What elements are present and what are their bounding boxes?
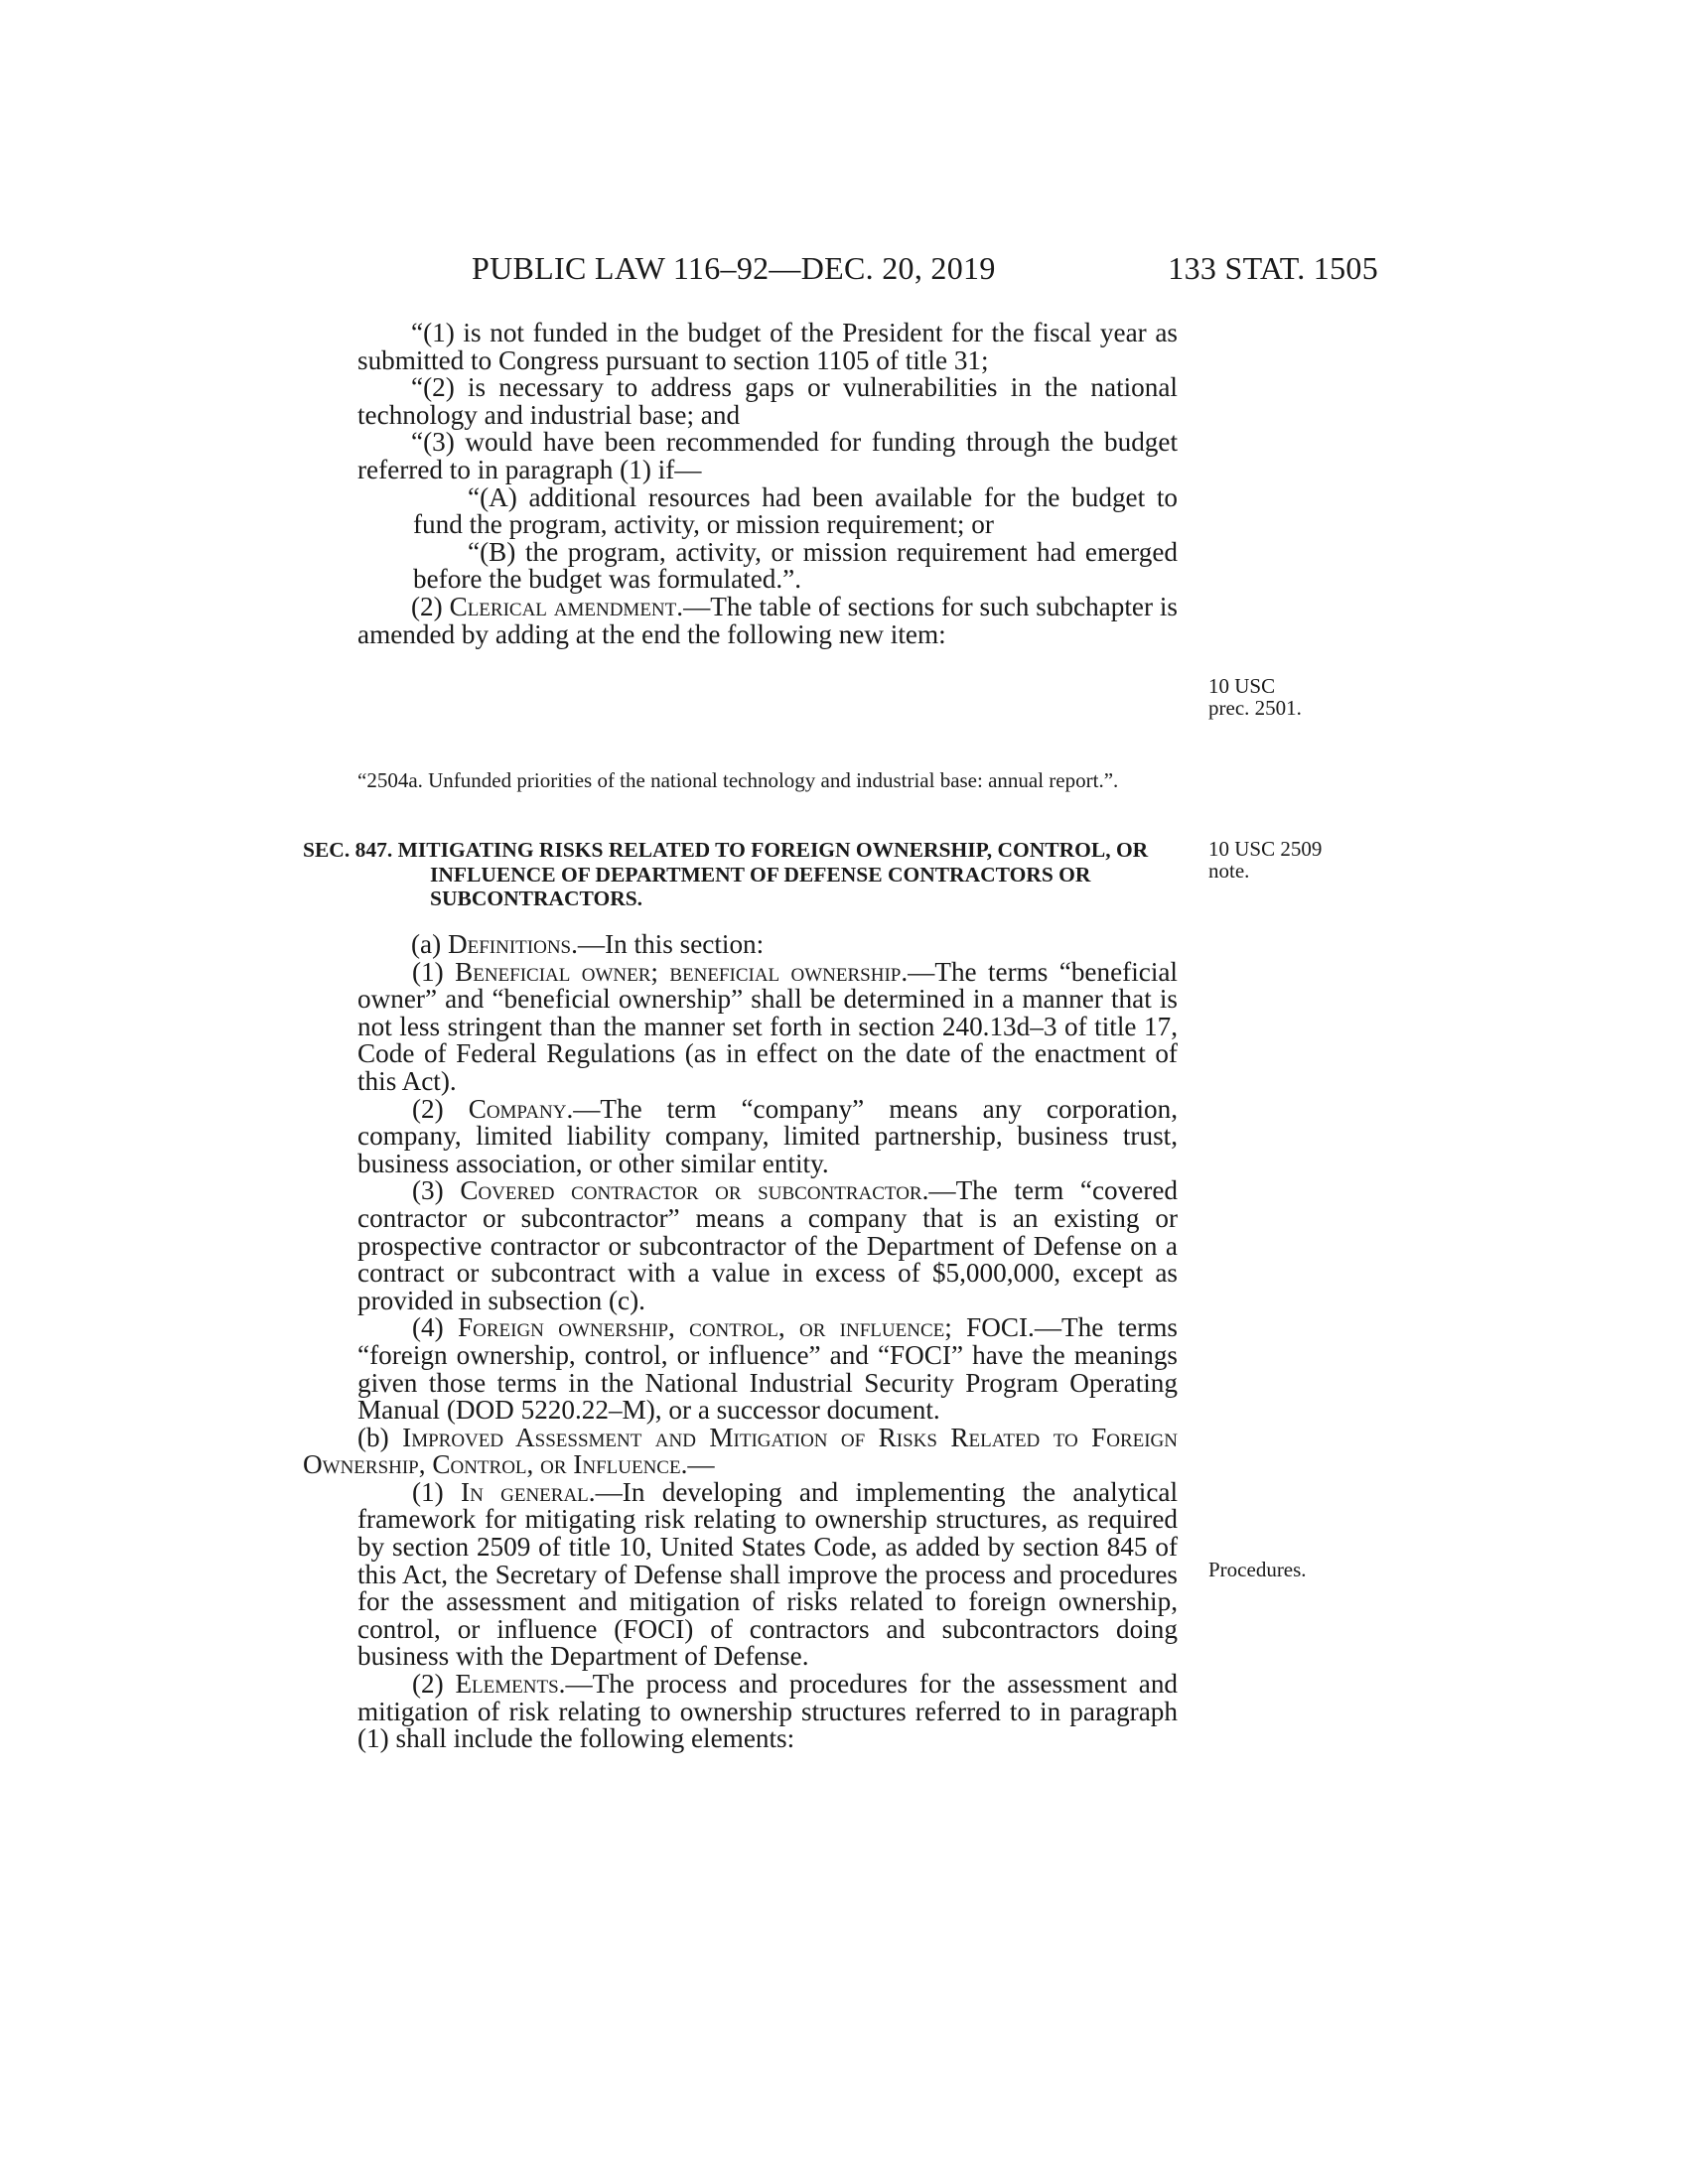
definition-number: (1) bbox=[412, 956, 444, 987]
definition-text: .—The terms “foreign ownership, control, or influence” and “FOCI” have the meanings given those terms in the National Industrial Security Program Operating Manual (DOD 5220.22–M), or a successor document. bbox=[357, 1312, 1179, 1426]
subsection-a-intro bbox=[357, 931, 1178, 959]
subsection-a-label: (a) bbox=[411, 929, 442, 959]
subsection-b-heading bbox=[303, 1422, 1179, 1480]
margin-note-line: prec. 2501. bbox=[1208, 696, 1302, 720]
paragraph-number: (1) bbox=[412, 1476, 444, 1507]
subparagraph-a: “(A) additional resources had been available for the budget to fund the program, activity, or mission requirement; or bbox=[413, 481, 1178, 540]
paragraph-3: “(3) would have been recommended for funding through the budget referred to in paragraph (1) if— bbox=[357, 427, 1178, 484]
definition-text: .—The term “company” means any corporation, company, limited liability company, limited partnership, business trust, business association, or other similar entity. bbox=[357, 1093, 1178, 1178]
running-header-left: PUBLIC LAW 116–92—DEC. 20, 2019 bbox=[472, 250, 996, 286]
margin-note-10-usc-2509 bbox=[1208, 838, 1322, 882]
definition-number: (2) bbox=[412, 1093, 444, 1124]
paragraph-heading: Elements bbox=[455, 1669, 559, 1700]
definition-4 bbox=[357, 1314, 1178, 1424]
toc-entry: “2504a. Unfunded priorities of the national technology and industrial base: annual report.”. bbox=[357, 768, 1119, 792]
continued-provisions bbox=[357, 320, 1178, 648]
definition-1 bbox=[357, 956, 1178, 1096]
clerical-amendment bbox=[357, 591, 1179, 649]
definition-heading: Covered contractor or subcontractor bbox=[460, 1175, 922, 1206]
definition-text: .—The terms “beneficial owner” and “beneficial ownership” shall be determined in a manner that is not less stringent than the manner set forth in section 240.13d–3 of title 17, Code of Federal Regulations (as in effect on the date of the enactment of this Act). bbox=[357, 956, 1178, 1096]
paragraph-1: “(1) is not funded in the budget of the President for the fiscal year as submitted to Congress pursuant to section 1105 of title 31; bbox=[357, 318, 1178, 375]
definition-number: (4) bbox=[412, 1312, 444, 1343]
margin-note-10-usc-prec bbox=[1208, 675, 1302, 719]
table-of-sections-item bbox=[357, 769, 1178, 792]
paragraph-number: (2) bbox=[412, 1669, 444, 1700]
definition-text: .—The term “covered contractor or subcontractor” means a company that is an existing or prospective contractor or subcontractor of the Department of Defense on a contract or subcontract with a value in excess of $5,000,000, except as provided in subsection (c). bbox=[357, 1175, 1178, 1315]
section-heading bbox=[303, 838, 1177, 911]
definition-heading: Foreign ownership, control, or influence; FOCI bbox=[458, 1312, 1029, 1343]
subsection-b-dash: .— bbox=[680, 1449, 715, 1480]
definition-2 bbox=[357, 1093, 1178, 1178]
margin-note-procedures: Procedures. bbox=[1208, 1558, 1307, 1581]
subparagraph-b: “(B) the program, activity, or mission requirement had emerged before the budget was formulated.”. bbox=[413, 536, 1178, 595]
section-heading-text: SEC. 847. MITIGATING RISKS RELATED TO FOREIGN OWNERSHIP, CONTROL, OR INFLUENCE OF DEPARTMENT OF DEFENSE CONTRACTORS OR SUBCONTRACTORS. bbox=[303, 838, 1149, 910]
subsection-b-label: (b) bbox=[357, 1422, 389, 1452]
paragraph-text: .—In developing and implementing the analytical framework for mitigating risk relating to ownership structures, as required by section 2509 of title 10, United States Code, as added by section 845 of this Act, the Secretary of Defense shall improve the process and procedures for the assessment and mitigation of risks related to foreign ownership, control, or influence (FOCI) of contractors and subcontractors doing business with the Department of Defense. bbox=[357, 1476, 1179, 1672]
paragraph-heading: In general bbox=[461, 1476, 589, 1507]
margin-note-line: 10 USC 2509 bbox=[1208, 837, 1323, 861]
margin-note-line: 10 USC bbox=[1208, 674, 1276, 698]
subsection-b-paragraph-2 bbox=[357, 1671, 1178, 1753]
subsection-b-title: Improved Assessment and Mitigation of Risks Related to Foreign Ownership, Control, or Influence bbox=[303, 1422, 1179, 1480]
paragraph-text: .—The process and procedures for the assessment and mitigation of risk relating to ownership structures referred to in paragraph (1) shall include the following elements: bbox=[357, 1669, 1179, 1754]
definition-heading: Company bbox=[468, 1093, 567, 1124]
definition-number: (3) bbox=[412, 1175, 444, 1206]
clerical-heading: Clerical amendment bbox=[449, 591, 677, 621]
definition-3 bbox=[357, 1177, 1178, 1314]
running-header-right: 133 STAT. 1505 bbox=[1168, 250, 1378, 286]
section-847-body bbox=[303, 929, 1179, 1754]
margin-note-line: note. bbox=[1208, 859, 1250, 883]
paragraph-2: “(2) is necessary to address gaps or vulnerabilities in the national technology and industrial base; and bbox=[357, 372, 1178, 430]
clerical-number: (2) bbox=[411, 591, 443, 621]
definition-heading: Beneficial owner; beneficial ownership bbox=[455, 956, 902, 987]
subsection-b-paragraph-1 bbox=[357, 1476, 1179, 1672]
subsection-a-text: .—In this section: bbox=[571, 929, 765, 959]
subsection-a-heading: Definitions bbox=[447, 929, 572, 959]
clerical-text: .—The table of sections for such subchapter is amended by adding at the end the following new item: bbox=[357, 591, 1179, 649]
